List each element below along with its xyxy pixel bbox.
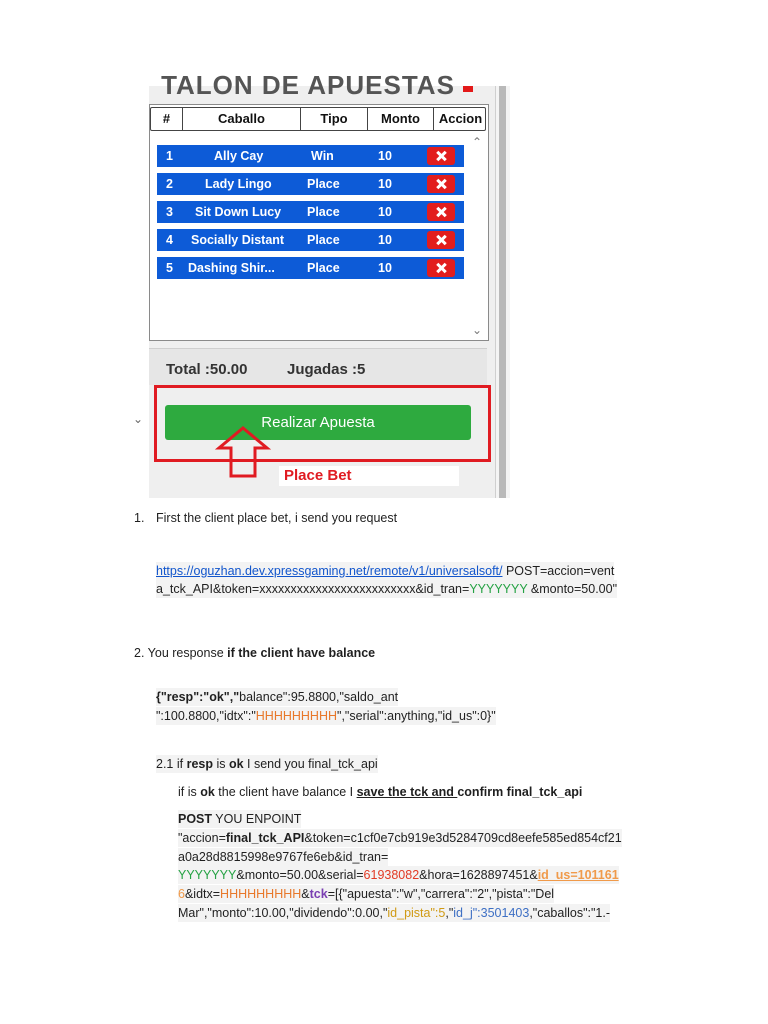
if-ok-text (178, 783, 582, 801)
row-horse: Socially Distant (191, 233, 285, 247)
response-idtx: HHHHHHHHH (255, 709, 338, 723)
page-scrollbar[interactable] (495, 86, 510, 498)
header-action: Accion (438, 111, 483, 126)
row-num: 1 (166, 149, 173, 163)
if-middle: the client have balance I (214, 785, 357, 799)
request-post: POST=accion=vent (502, 564, 615, 578)
body-apuesta: =[{"apuesta":"w","carrera":"2","pista":"Del (327, 887, 555, 901)
scroll-down-icon[interactable]: ⌄ (472, 323, 483, 337)
row-type: Place (307, 233, 340, 247)
up-arrow-icon (215, 426, 271, 478)
post-rest: YOU ENPOINT (212, 812, 302, 826)
request-params: a_tck_API&token=xxxxxxxxxxxxxxxxxxxxxxxxx&id_tran= (156, 582, 470, 596)
response-balance: balance":95.8800,"saldo_ant (239, 690, 399, 704)
post-bold: POST (178, 812, 213, 826)
row-horse: Lady Lingo (205, 177, 272, 191)
header-type: Tipo (301, 108, 368, 130)
if-prefix: if is (178, 785, 201, 799)
place-bet-annotation: Place Bet (284, 467, 352, 484)
header-horse: Caballo (183, 108, 301, 130)
row-type: Win (311, 149, 334, 163)
if-save: save the tck and (356, 785, 458, 799)
body-final-tck: final_tck_API (225, 831, 305, 845)
step-2-prefix: 2. You response (134, 646, 228, 660)
body-token-end: a0a28d8815998e9767fe6eb&id_tran= (178, 850, 389, 864)
step-1-number: 1. (134, 511, 145, 525)
body-mar: Mar","monto":10.00,"dividendo":0.00," (178, 906, 388, 920)
table-row (157, 145, 464, 167)
post-line (178, 810, 301, 828)
row-type: Place (307, 261, 340, 275)
totals-bar (149, 348, 487, 385)
title-red-mark (463, 86, 473, 92)
scrollbar-thumb[interactable] (499, 86, 506, 498)
body-accion: "accion= (178, 831, 226, 845)
table-row (157, 257, 464, 279)
left-panel (133, 86, 149, 498)
row-num: 2 (166, 177, 173, 191)
endpoint-link[interactable]: https://oguzhan.dev.xpressgaming.net/remote/v1/universalsoft/ (156, 564, 503, 578)
body-line-5 (178, 904, 610, 922)
row-num: 4 (166, 233, 173, 247)
body-monto: &monto=50.00&serial= (236, 868, 364, 882)
body-line-1 (178, 829, 622, 847)
chevron-down-icon[interactable]: ⌄ (133, 412, 144, 426)
place-bet-button[interactable]: Realizar Apuesta (165, 405, 471, 440)
row-horse: Dashing Shir... (188, 261, 275, 275)
body-idtx-key: &idtx= (184, 887, 221, 901)
body-idus: id_us=101161 (537, 868, 619, 882)
body-id-pista: id_pista":5 (387, 906, 446, 920)
table-row (157, 201, 464, 223)
response-line-2 (156, 707, 496, 725)
body-tck: tck (309, 887, 328, 901)
scroll-up-icon[interactable]: ⌃ (472, 135, 483, 149)
table-row (157, 173, 464, 195)
row-horse: Ally Cay (214, 149, 264, 163)
body-serial: 61938082 (363, 868, 420, 882)
step-2-1-is: is (212, 757, 229, 771)
if-confirm: confirm final_tck_api (457, 785, 583, 799)
step-2-1-prefix: 2.1 if (156, 757, 187, 771)
request-line-1 (156, 562, 614, 580)
row-type: Place (307, 177, 340, 191)
row-num: 3 (166, 205, 173, 219)
step-2-bold: if the client have balance (227, 646, 376, 660)
step-2-1-text (156, 755, 378, 773)
delete-bet-button[interactable] (427, 259, 455, 277)
response-line-1 (156, 688, 398, 706)
body-id-j: id_j":3501403 (453, 906, 530, 920)
if-ok: ok (200, 785, 215, 799)
header-amount: Monto (368, 108, 434, 130)
request-idtran: YYYYYYY (469, 582, 528, 596)
body-token: &token=c1cf0e7cb919e3d5284709cd8eefe585ed854cf21 (304, 831, 622, 845)
total-label: Total :50.00 (166, 361, 248, 378)
jugadas-label: Jugadas :5 (287, 361, 366, 378)
header-num: # (151, 108, 183, 130)
body-line-4 (178, 885, 554, 903)
body-caballos: ,"caballos":"1.- (529, 906, 611, 920)
row-amount: 10 (378, 205, 392, 219)
body-idtran: YYYYYYY (178, 868, 237, 882)
step-1-text: First the client place bet, i send you request (156, 511, 398, 525)
row-amount: 10 (378, 177, 392, 191)
delete-bet-button[interactable] (427, 203, 455, 221)
step-2-text (134, 644, 375, 662)
response-resp-ok: {"resp":"ok"," (156, 690, 240, 704)
table-row (157, 229, 464, 251)
row-horse: Sit Down Lucy (195, 205, 282, 219)
bet-rows (157, 145, 464, 285)
body-idus-end: 6 (178, 887, 185, 901)
body-amp: & (301, 887, 310, 901)
request-line-2 (156, 580, 617, 598)
step-2-1-resp: resp (186, 757, 213, 771)
body-sep: ," (445, 906, 454, 920)
row-type: Place (307, 205, 340, 219)
highlight-box (154, 385, 491, 462)
row-num: 5 (166, 261, 173, 275)
response-serial: ","serial":anything,"id_us":0}" (337, 709, 496, 723)
body-hora: &hora=1628897451& (419, 868, 538, 882)
bets-table (149, 104, 489, 341)
row-amount: 10 (378, 261, 392, 275)
delete-bet-button[interactable] (427, 147, 455, 165)
bet-slip-title: TALON DE APUESTAS (161, 70, 455, 100)
delete-bet-button[interactable] (427, 175, 455, 193)
body-line-3 (178, 866, 619, 884)
response-saldo: ":100.8800,"idtx":" (156, 709, 256, 723)
table-header (150, 107, 486, 131)
row-amount: 10 (378, 149, 392, 163)
row-amount: 10 (378, 233, 392, 247)
body-line-2 (178, 848, 388, 866)
step-2-1-ok: ok (228, 757, 244, 771)
delete-bet-button[interactable] (427, 231, 455, 249)
bet-slip-screenshot (133, 70, 509, 498)
request-monto: &monto=50.00" (527, 582, 618, 596)
step-2-1-rest: I send you final_tck_api (243, 757, 378, 771)
body-idtx: HHHHHHHHH (220, 887, 302, 901)
